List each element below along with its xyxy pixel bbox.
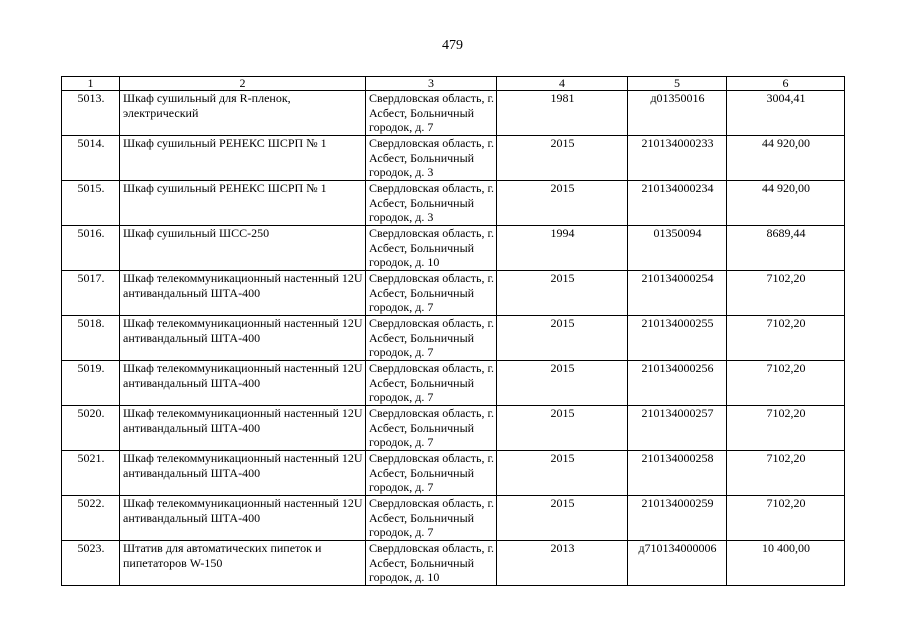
address-cell: Свердловская область, г. Асбест, Больничный городок, д. 7	[366, 406, 497, 451]
inventory-number-cell: 210134000259	[628, 496, 727, 541]
address-cell: Свердловская область, г. Асбест, Больничный городок, д. 3	[366, 136, 497, 181]
item-name-cell: Шкаф сушильный РЕНЕКС ШСРП № 1	[120, 136, 366, 181]
table-row	[62, 361, 845, 406]
row-number-cell: 5021.	[62, 451, 120, 496]
cost-cell: 10 400,00	[727, 541, 845, 586]
address-cell: Свердловская область, г. Асбест, Больничный городок, д. 10	[366, 226, 497, 271]
column-header: 5	[628, 77, 727, 91]
item-name-cell: Шкаф телекоммуникационный настенный 12U антивандальный ШТА-400	[120, 361, 366, 406]
year-cell: 2015	[497, 406, 628, 451]
property-registry-table	[61, 76, 845, 586]
address-cell: Свердловская область, г. Асбест, Больничный городок, д. 7	[366, 496, 497, 541]
year-cell: 1994	[497, 226, 628, 271]
item-name-cell: Шкаф сушильный РЕНЕКС ШСРП № 1	[120, 181, 366, 226]
table-row	[62, 496, 845, 541]
row-number-cell: 5016.	[62, 226, 120, 271]
table-row	[62, 181, 845, 226]
cost-cell: 7102,20	[727, 316, 845, 361]
year-cell: 2015	[497, 316, 628, 361]
item-name-cell: Шкаф телекоммуникационный настенный 12U антивандальный ШТА-400	[120, 496, 366, 541]
cost-cell: 3004,41	[727, 91, 845, 136]
address-cell: Свердловская область, г. Асбест, Больничный городок, д. 10	[366, 541, 497, 586]
row-number-cell: 5015.	[62, 181, 120, 226]
row-number-cell: 5018.	[62, 316, 120, 361]
inventory-number-cell: 210134000233	[628, 136, 727, 181]
item-name-cell: Штатив для автоматических пипеток и пипетаторов W-150	[120, 541, 366, 586]
table-row	[62, 91, 845, 136]
column-header: 1	[62, 77, 120, 91]
row-number-cell: 5014.	[62, 136, 120, 181]
inventory-number-cell: 210134000234	[628, 181, 727, 226]
cost-cell: 7102,20	[727, 271, 845, 316]
inventory-number-cell: д01350016	[628, 91, 727, 136]
cost-cell: 44 920,00	[727, 136, 845, 181]
item-name-cell: Шкаф телекоммуникационный настенный 12U антивандальный ШТА-400	[120, 451, 366, 496]
cost-cell: 7102,20	[727, 496, 845, 541]
inventory-number-cell: 210134000254	[628, 271, 727, 316]
inventory-number-cell: 210134000256	[628, 361, 727, 406]
address-cell: Свердловская область, г. Асбест, Больничный городок, д. 7	[366, 271, 497, 316]
table-row	[62, 406, 845, 451]
cost-cell: 7102,20	[727, 451, 845, 496]
inventory-number-cell: 210134000258	[628, 451, 727, 496]
column-header: 6	[727, 77, 845, 91]
row-number-cell: 5022.	[62, 496, 120, 541]
table-row	[62, 271, 845, 316]
year-cell: 1981	[497, 91, 628, 136]
column-header: 4	[497, 77, 628, 91]
row-number-cell: 5020.	[62, 406, 120, 451]
row-number-cell: 5023.	[62, 541, 120, 586]
column-number-row	[62, 77, 845, 91]
table-row	[62, 316, 845, 361]
year-cell: 2015	[497, 181, 628, 226]
cost-cell: 7102,20	[727, 361, 845, 406]
year-cell: 2015	[497, 136, 628, 181]
table-row	[62, 226, 845, 271]
inventory-number-cell: 210134000257	[628, 406, 727, 451]
item-name-cell: Шкаф сушильный для R-пленок, электрический	[120, 91, 366, 136]
table-row	[62, 136, 845, 181]
cost-cell: 8689,44	[727, 226, 845, 271]
item-name-cell: Шкаф телекоммуникационный настенный 12U антивандальный ШТА-400	[120, 271, 366, 316]
row-number-cell: 5017.	[62, 271, 120, 316]
address-cell: Свердловская область, г. Асбест, Больничный городок, д. 7	[366, 91, 497, 136]
item-name-cell: Шкаф сушильный ШСС-250	[120, 226, 366, 271]
column-header: 3	[366, 77, 497, 91]
address-cell: Свердловская область, г. Асбест, Больничный городок, д. 7	[366, 361, 497, 406]
cost-cell: 44 920,00	[727, 181, 845, 226]
row-number-cell: 5019.	[62, 361, 120, 406]
address-cell: Свердловская область, г. Асбест, Больничный городок, д. 3	[366, 181, 497, 226]
table-row	[62, 451, 845, 496]
item-name-cell: Шкаф телекоммуникационный настенный 12U антивандальный ШТА-400	[120, 316, 366, 361]
inventory-number-cell: 01350094	[628, 226, 727, 271]
cost-cell: 7102,20	[727, 406, 845, 451]
inventory-number-cell: 210134000255	[628, 316, 727, 361]
year-cell: 2015	[497, 451, 628, 496]
inventory-number-cell: д710134000006	[628, 541, 727, 586]
page-number: 479	[442, 38, 463, 53]
year-cell: 2013	[497, 541, 628, 586]
table-row	[62, 541, 845, 586]
year-cell: 2015	[497, 361, 628, 406]
row-number-cell: 5013.	[62, 91, 120, 136]
column-header: 2	[120, 77, 366, 91]
item-name-cell: Шкаф телекоммуникационный настенный 12U антивандальный ШТА-400	[120, 406, 366, 451]
address-cell: Свердловская область, г. Асбест, Больничный городок, д. 7	[366, 316, 497, 361]
year-cell: 2015	[497, 496, 628, 541]
year-cell: 2015	[497, 271, 628, 316]
address-cell: Свердловская область, г. Асбест, Больничный городок, д. 7	[366, 451, 497, 496]
